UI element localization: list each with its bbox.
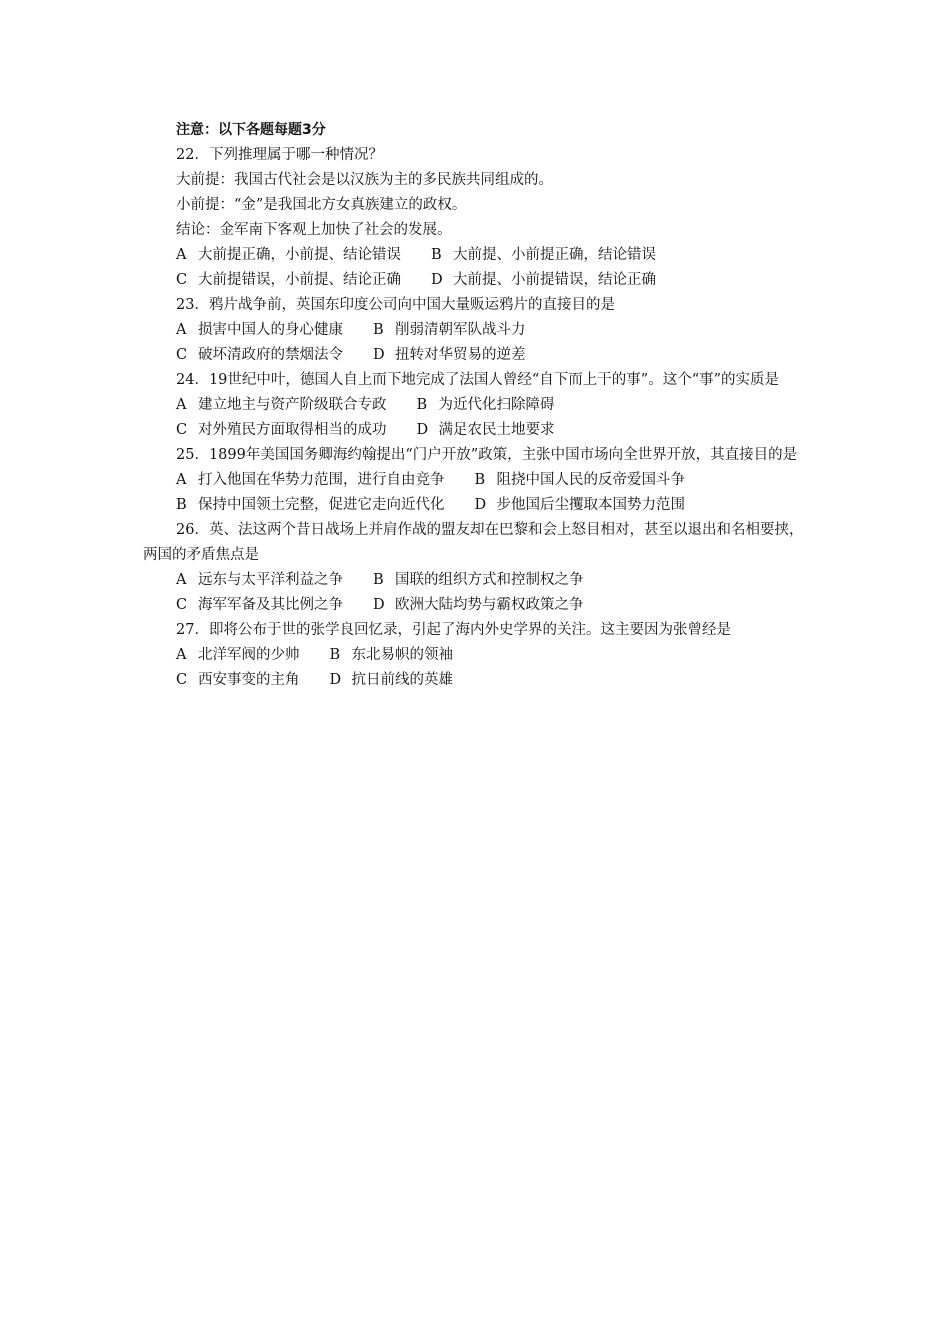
option-letter: D bbox=[416, 422, 429, 438]
option-letter: A bbox=[176, 472, 187, 488]
option-text: 对外殖民方面取得相当的成功 bbox=[198, 422, 387, 438]
option-letter: C bbox=[176, 422, 188, 438]
option-text: 欧洲大陆均势与霸权政策之争 bbox=[395, 597, 584, 613]
option-row bbox=[143, 418, 813, 443]
option-letter: B bbox=[373, 572, 384, 588]
option-text: 步他国后尘攫取本国势力范围 bbox=[496, 497, 685, 513]
option-letter: C bbox=[176, 347, 188, 363]
question-stem: 23．鸦片战争前，英国东印度公司向中国大量贩运鸦片的直接目的是 bbox=[176, 297, 615, 313]
option-row bbox=[143, 493, 813, 518]
notice-heading: 注意：以下各题每题3分 bbox=[176, 122, 326, 138]
option-letter: B bbox=[329, 647, 341, 663]
option-letter: C bbox=[176, 672, 188, 688]
option-text: 保持中国领土完整，促进它走向近代化 bbox=[198, 497, 445, 513]
option-letter: D bbox=[474, 497, 487, 513]
option-text: 海军军备及其比例之争 bbox=[198, 597, 343, 613]
option-text: 损害中国人的身心健康 bbox=[198, 322, 343, 338]
option-text: 大前提正确，小前提、结论错误 bbox=[198, 247, 401, 263]
premise-minor: 小前提：“金”是我国北方女真族建立的政权。 bbox=[176, 197, 467, 213]
option-row bbox=[143, 318, 813, 343]
option-text: 阻挠中国人民的反帝爱国斗争 bbox=[496, 472, 685, 488]
question-section bbox=[143, 118, 813, 693]
option-text: 抗日前线的英雄 bbox=[351, 672, 453, 688]
question-stem: 27．即将公布于世的张学良回忆录，引起了海内外史学界的关注。这主要因为张曾经是 bbox=[176, 622, 731, 638]
option-letter: D bbox=[329, 672, 342, 688]
conclusion: 结论：金军南下客观上加快了社会的发展。 bbox=[176, 222, 452, 238]
option-letter: A bbox=[176, 647, 187, 663]
option-text: 国联的组织方式和控制权之争 bbox=[395, 572, 584, 588]
option-text: 东北易帜的领袖 bbox=[351, 647, 453, 663]
option-text: 大前提、小前提错误，结论正确 bbox=[453, 272, 656, 288]
question-stem: 24．19世纪中叶，德国人自上而下地完成了法国人曾经“自下而上干的事”。这个“事”的实质是 bbox=[176, 372, 780, 388]
option-letter: B bbox=[431, 247, 442, 263]
option-text: 建立地主与资产阶级联合专政 bbox=[198, 397, 387, 413]
option-letter: B bbox=[176, 497, 187, 513]
option-row bbox=[143, 568, 813, 593]
option-text: 西安事变的主角 bbox=[198, 672, 300, 688]
option-text: 打入他国在华势力范围，进行自由竞争 bbox=[198, 472, 445, 488]
option-text: 为近代化扫除障碍 bbox=[438, 397, 555, 413]
option-row bbox=[143, 268, 813, 293]
premise-major: 大前提：我国古代社会是以汉族为主的多民族共同组成的。 bbox=[176, 172, 553, 188]
option-row bbox=[143, 243, 813, 268]
option-letter: A bbox=[176, 397, 187, 413]
option-letter: D bbox=[431, 272, 443, 288]
option-letter: D bbox=[373, 597, 385, 613]
option-row bbox=[143, 468, 813, 493]
question-stem: 25．1899年美国国务卿海约翰提出“门户开放”政策，主张中国市场向全世界开放，其直接目的是 bbox=[176, 447, 798, 463]
option-text: 扭转对华贸易的逆差 bbox=[395, 347, 526, 363]
option-letter: C bbox=[176, 597, 188, 613]
option-letter: B bbox=[373, 322, 384, 338]
option-text: 削弱清朝军队战斗力 bbox=[395, 322, 526, 338]
option-text: 破坏清政府的禁烟法令 bbox=[198, 347, 343, 363]
question-stem: 26．英、法这两个昔日战场上并肩作战的盟友却在巴黎和会上怒目相对，甚至以退出和名相要挟，两国的矛盾焦点是 bbox=[143, 522, 804, 563]
option-row bbox=[143, 593, 813, 618]
option-text: 远东与太平洋利益之争 bbox=[198, 572, 343, 588]
option-letter: B bbox=[474, 472, 486, 488]
option-letter: A bbox=[176, 247, 187, 263]
option-letter: B bbox=[416, 397, 428, 413]
option-row bbox=[143, 393, 813, 418]
option-text: 满足农民土地要求 bbox=[438, 422, 555, 438]
option-text: 大前提错误，小前提、结论正确 bbox=[198, 272, 401, 288]
option-text: 北洋军阀的少帅 bbox=[198, 647, 300, 663]
option-letter: D bbox=[373, 347, 385, 363]
option-text: 大前提、小前提正确，结论错误 bbox=[453, 247, 656, 263]
option-letter: A bbox=[176, 322, 187, 338]
option-row bbox=[143, 643, 813, 668]
option-row bbox=[143, 343, 813, 368]
option-letter: A bbox=[176, 572, 187, 588]
option-row bbox=[143, 668, 813, 693]
option-letter: C bbox=[176, 272, 188, 288]
question-stem: 22．下列推理属于哪一种情况？ bbox=[176, 147, 383, 163]
